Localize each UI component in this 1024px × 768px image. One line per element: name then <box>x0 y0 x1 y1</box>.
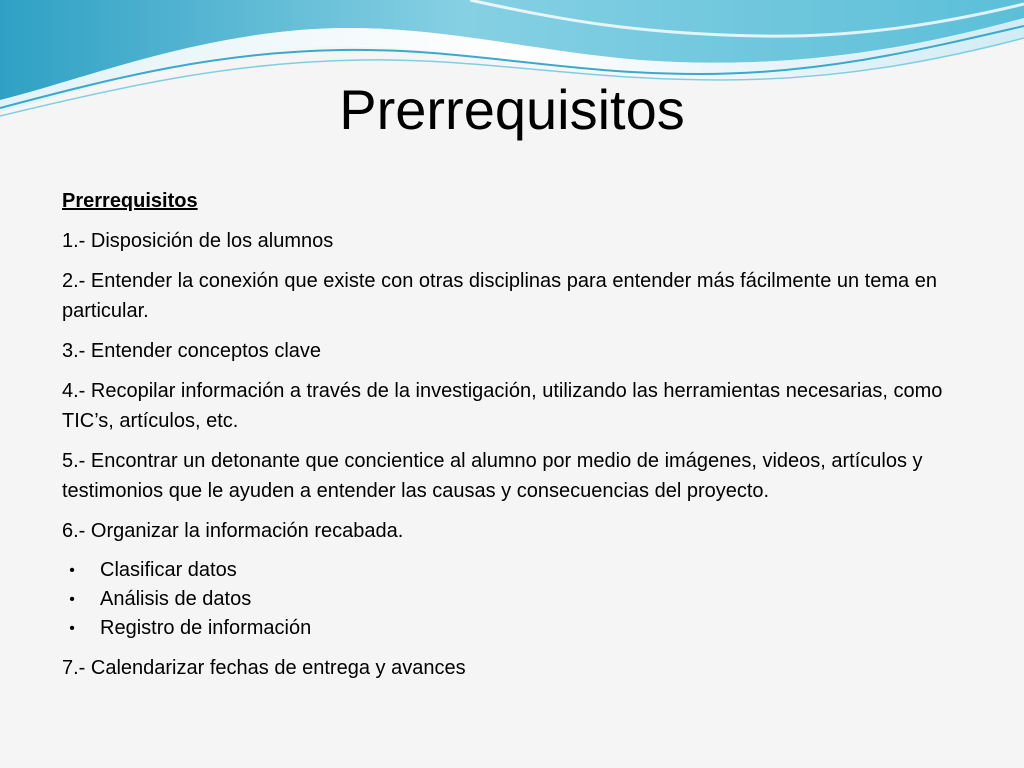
list-item: 6.- Organizar la información recabada. <box>62 520 404 542</box>
bullet-label: Registro de información <box>100 617 312 639</box>
section-subheading: Prerrequisitos <box>62 190 198 212</box>
bullet-item <box>62 614 962 643</box>
list-item: 3.- Entender conceptos clave <box>62 340 322 362</box>
sub-bullet-list <box>62 556 962 643</box>
bullet-label: Clasificar datos <box>100 559 237 581</box>
bullet-dot-icon: • <box>69 562 75 579</box>
bullet-dot-icon: • <box>69 620 75 637</box>
list-item: 7.- Calendarizar fechas de entrega y avances <box>62 657 466 679</box>
list-item: 1.- Disposición de los alumnos <box>62 230 334 252</box>
list-item: 4.- Recopilar información a través de la investigación, utilizando las herramientas necesarias, como TIC’s, artículos, etc. <box>62 380 943 432</box>
bullet-label: Análisis de datos <box>100 588 252 610</box>
bullet-item <box>62 585 962 614</box>
bullet-dot-icon: • <box>69 591 75 608</box>
slide-body <box>62 186 962 693</box>
list-item: 2.- Entender la conexión que existe con otras disciplinas para entender más fácilmente un tema en particular. <box>62 270 937 322</box>
bullet-item <box>62 556 962 585</box>
slide-title: Prerrequisitos <box>339 78 685 141</box>
list-item: 5.- Encontrar un detonante que concientice al alumno por medio de imágenes, videos, artículos y testimonios que le ayuden a entender las causas y consecuencias del proyecto. <box>62 450 923 502</box>
